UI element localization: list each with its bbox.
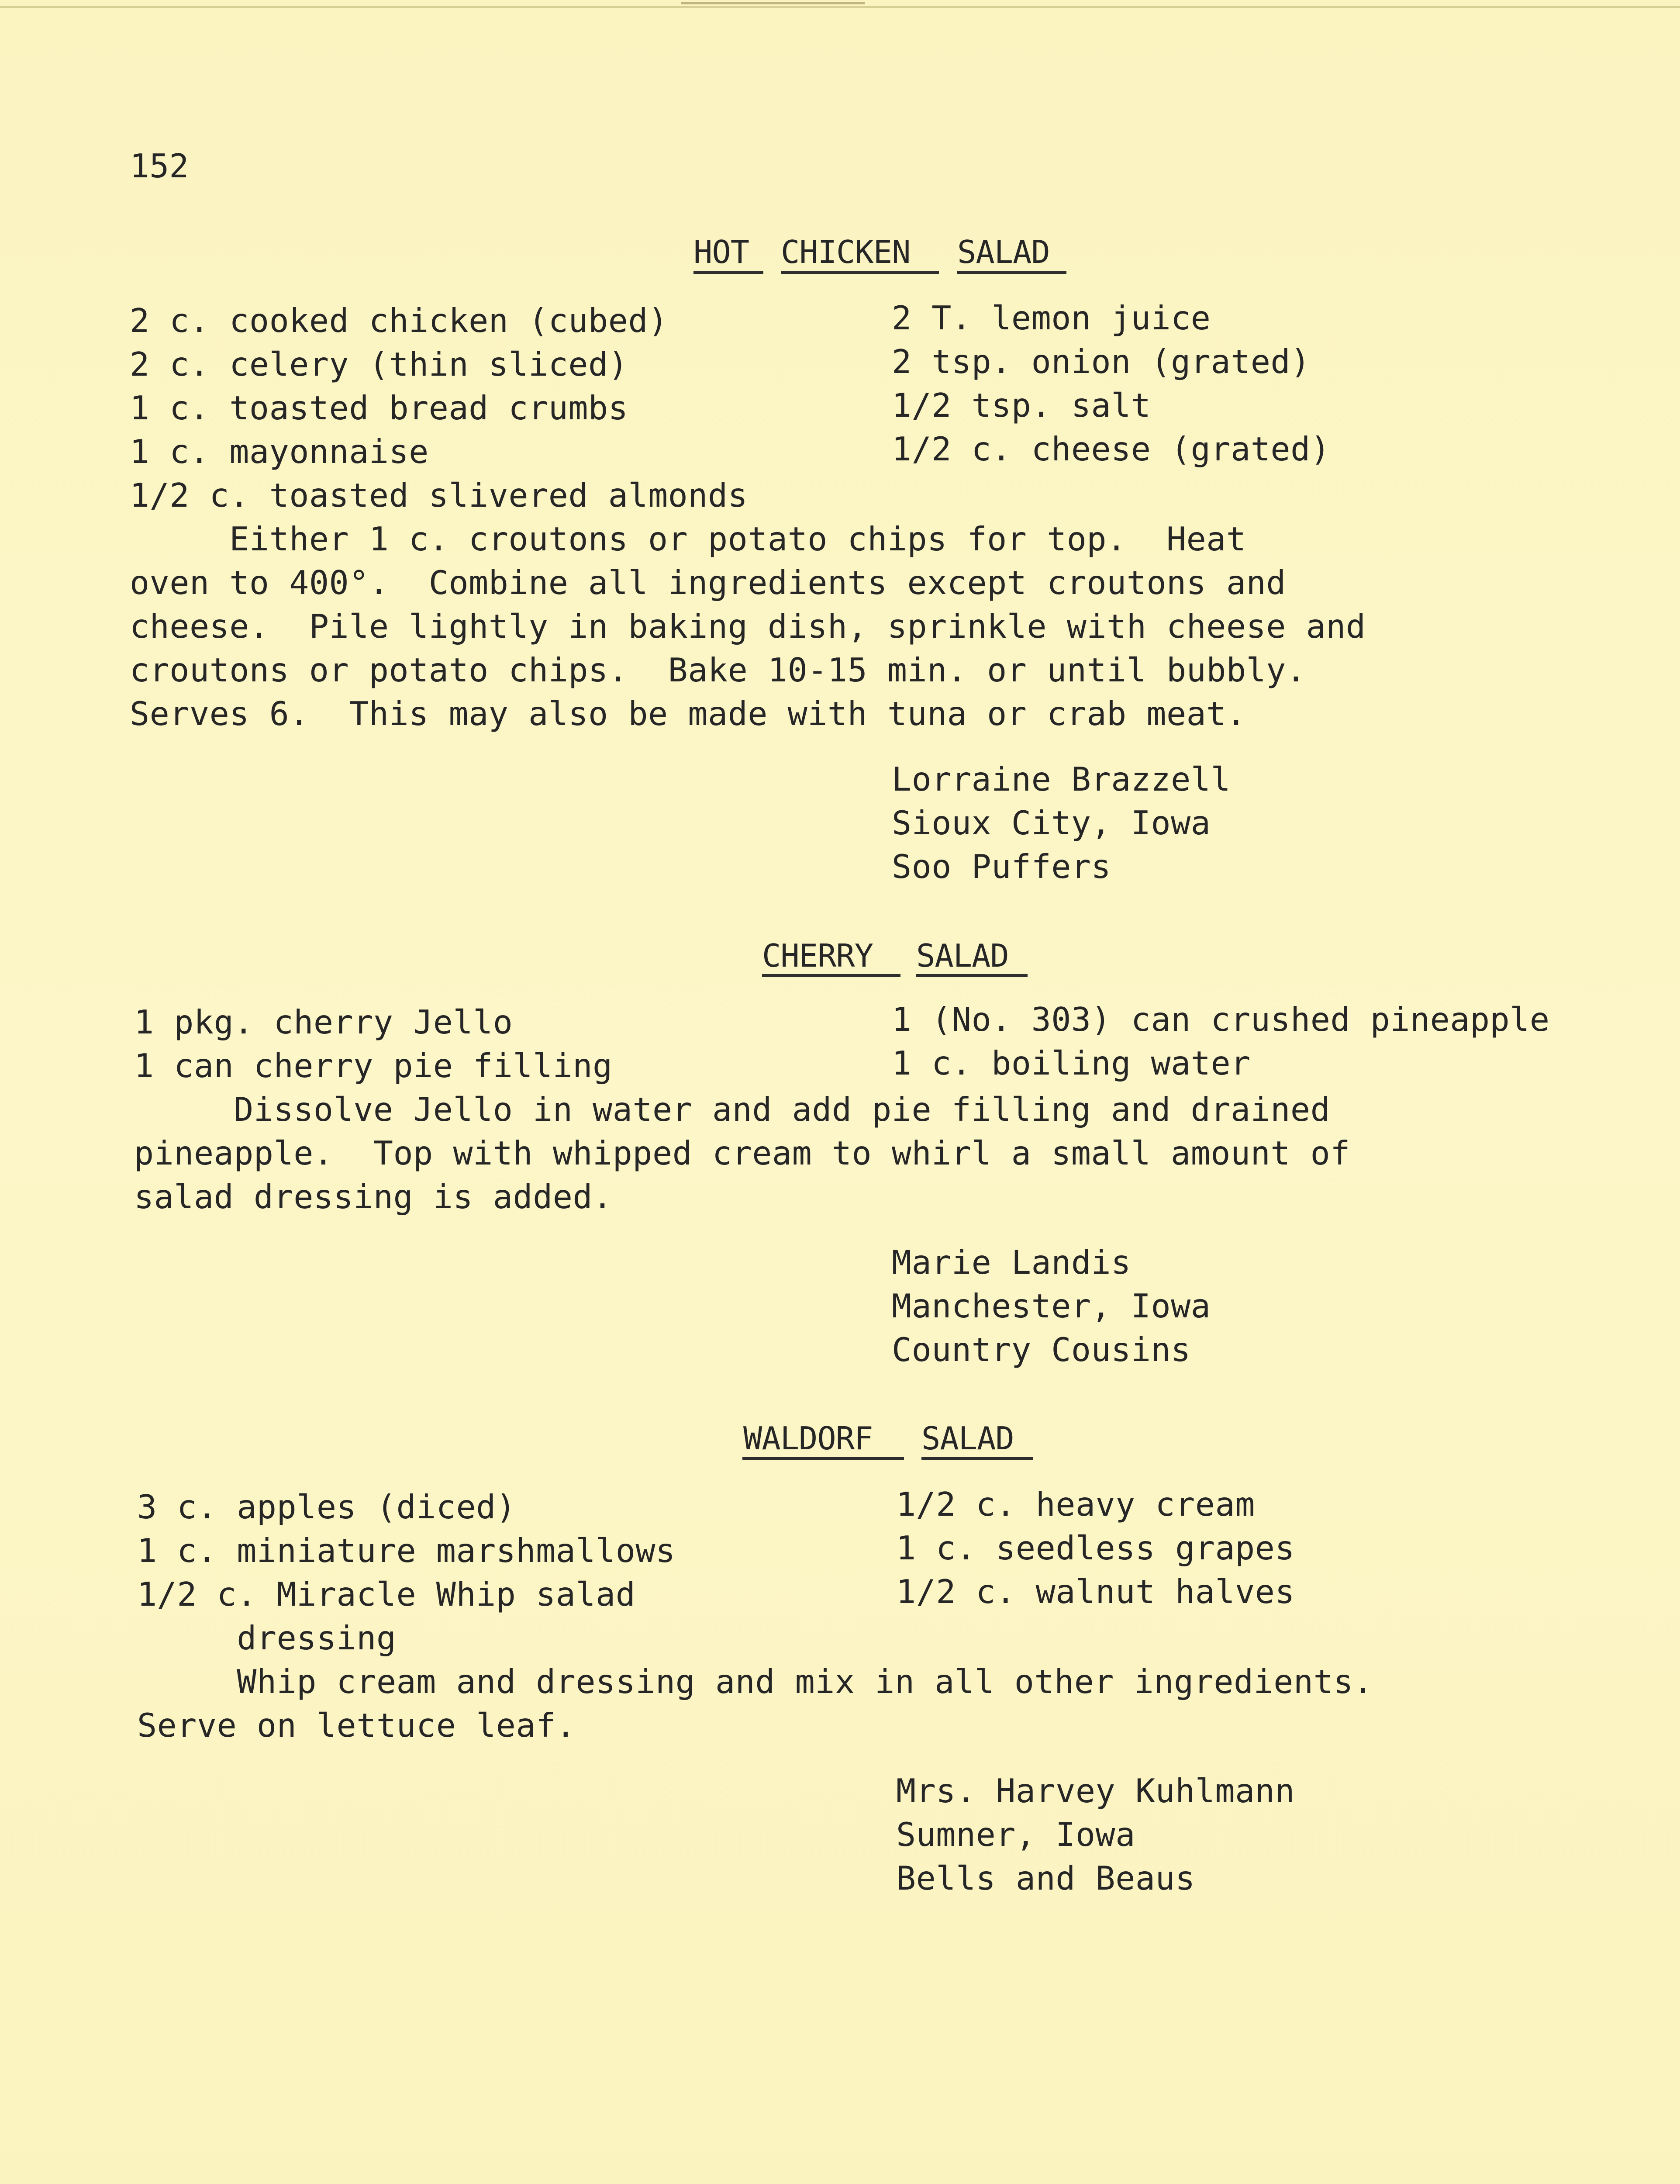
title-underline <box>742 1457 904 1460</box>
ingredient-right: 1 c. seedless grapes <box>896 1529 1295 1567</box>
ingredient-left: 1 c. miniature marshmallows <box>137 1531 676 1570</box>
instruction-line: cheese. Pile lightly in baking dish, sprinkle with cheese and <box>130 607 1366 646</box>
title-underline <box>921 1457 1033 1460</box>
ingredient-right: 1 c. boiling water <box>892 1044 1251 1082</box>
contributor-name: Marie Landis <box>892 1243 1131 1282</box>
contributor-name: Lorraine Brazzell <box>892 760 1231 798</box>
ingredient-left: 2 c. celery (thin sliced) <box>130 345 628 384</box>
contributor-location: Manchester, Iowa <box>892 1287 1211 1325</box>
ingredient-left: 1/2 c. Miracle Whip salad <box>137 1575 636 1614</box>
title-underline <box>957 271 1066 274</box>
instruction-line: Dissolve Jello in water and add pie filling and drained <box>134 1090 1331 1129</box>
ingredient-left: 2 c. cooked chicken (cubed) <box>130 301 668 340</box>
instruction-line: salad dressing is added. <box>134 1178 613 1216</box>
recipe-title-word: CHICKEN <box>781 234 911 270</box>
title-underline <box>916 974 1028 977</box>
recipe-title-word: SALAD <box>921 1420 1014 1457</box>
instruction-line: croutons or potato chips. Bake 10-15 min. or until bubbly. <box>130 651 1306 689</box>
page-number: 152 <box>130 147 189 185</box>
ingredient-left: 1 c. mayonnaise <box>130 432 429 471</box>
contributor-location: Sioux City, Iowa <box>892 804 1211 842</box>
contributor-location: Sumner, Iowa <box>896 1815 1135 1854</box>
recipe-title-word: SALAD <box>916 937 1009 974</box>
contributor-club: Country Cousins <box>892 1330 1191 1369</box>
title-underline <box>762 974 900 977</box>
ingredient-right: 1/2 c. heavy cream <box>896 1485 1255 1524</box>
page-top-binding-mark <box>681 2 865 4</box>
recipe-title-word: WALDORF <box>743 1420 873 1457</box>
ingredient-left: 1 c. toasted bread crumbs <box>130 389 628 427</box>
ingredient-left: dressing <box>137 1619 397 1657</box>
contributor-name: Mrs. Harvey Kuhlmann <box>896 1772 1295 1810</box>
instruction-line: Serve on lettuce leaf. <box>137 1706 576 1745</box>
ingredient-right: 1 (No. 303) can crushed pineapple <box>892 1000 1550 1039</box>
instruction-line: Either 1 c. croutons or potato chips for top. Heat <box>130 520 1246 558</box>
ingredient-right: 1/2 c. cheese (grated) <box>892 430 1331 468</box>
page-top-edge <box>0 6 1680 8</box>
title-underline <box>781 271 939 274</box>
contributor-club: Bells and Beaus <box>896 1859 1195 1897</box>
recipe-title-word: CHERRY <box>762 937 873 974</box>
ingredient-left: 1 pkg. cherry Jello <box>134 1003 513 1041</box>
ingredient-left: 3 c. apples (diced) <box>137 1488 516 1526</box>
ingredient-left: 1/2 c. toasted slivered almonds <box>130 476 748 515</box>
instruction-line: Serves 6. This may also be made with tuna or crab meat. <box>130 695 1246 733</box>
contributor-club: Soo Puffers <box>892 847 1111 886</box>
ingredient-right: 2 tsp. onion (grated) <box>892 342 1311 381</box>
ingredient-right: 2 T. lemon juice <box>892 299 1211 337</box>
recipe-title-word: HOT <box>693 234 749 270</box>
ingredient-right: 1/2 c. walnut halves <box>896 1572 1295 1611</box>
instruction-line: pineapple. Top with whipped cream to whirl a small amount of <box>134 1134 1350 1172</box>
instruction-line: oven to 400°. Combine all ingredients except croutons and <box>130 563 1286 602</box>
ingredient-left: 1 can cherry pie filling <box>134 1047 613 1085</box>
title-underline <box>693 271 763 274</box>
recipe-title-word: SALAD <box>957 234 1050 270</box>
ingredient-right: 1/2 tsp. salt <box>892 386 1151 425</box>
instruction-line: Whip cream and dressing and mix in all other ingredients. <box>137 1662 1373 1701</box>
